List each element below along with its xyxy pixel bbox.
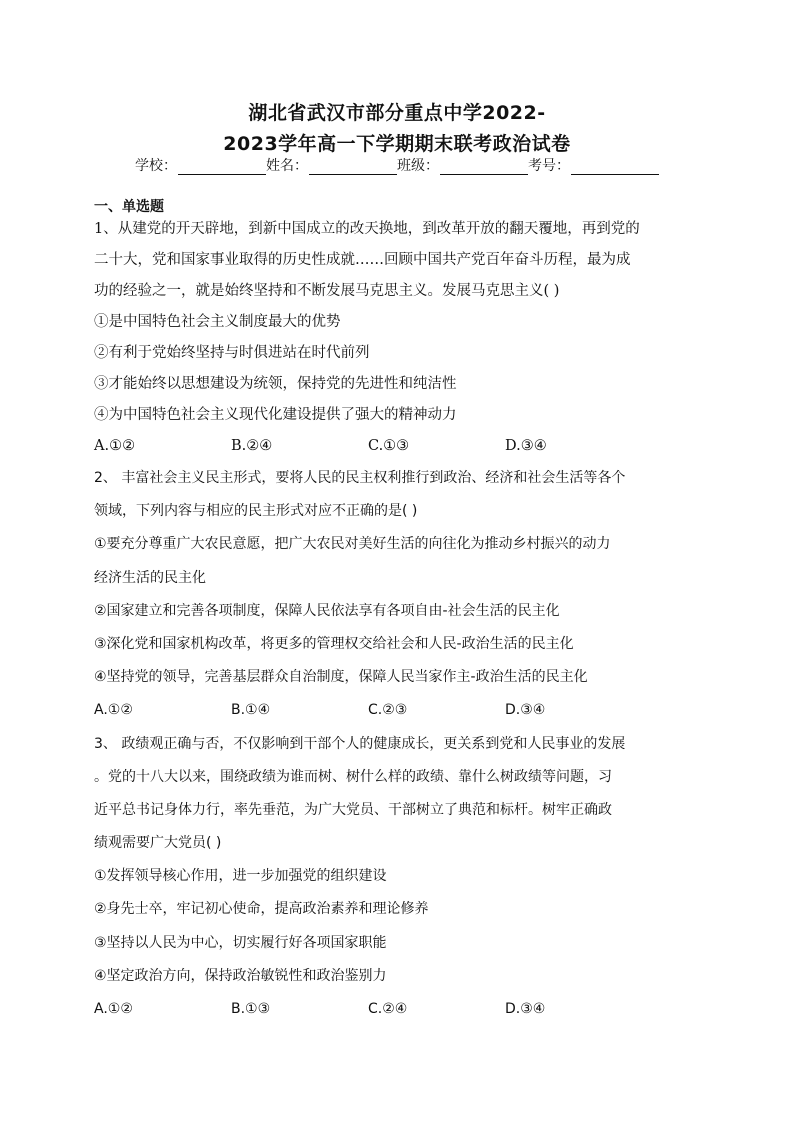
question-stem-line: 绩观需要广大党员( ) xyxy=(94,835,222,852)
class-field[interactable] xyxy=(397,155,528,175)
option-d[interactable]: D.③④ xyxy=(505,702,546,719)
statement-item: ③深化党和国家机构改革，将更多的管理权交给社会和人民-政治生活的民主化 xyxy=(94,635,574,652)
statement-item: ②有利于党始终坚持与时俱进站在时代前列 xyxy=(94,345,370,361)
answer-options xyxy=(94,431,706,462)
statement-item: ③才能始终以思想建设为统领，保持党的先进性和纯洁性 xyxy=(94,376,457,392)
exam-number-blank[interactable] xyxy=(571,160,659,175)
question-3 xyxy=(94,728,706,1027)
statement-item: 经济生活的民主化 xyxy=(94,569,206,586)
option-c[interactable]: C.①③ xyxy=(368,438,410,454)
questions-content xyxy=(94,214,706,1026)
option-a[interactable]: A.①② xyxy=(94,438,136,454)
statement-item: ①要充分尊重广大农民意愿，把广大农民对美好生活的向往化为推动乡村振兴的动力 xyxy=(94,536,611,553)
option-b[interactable]: B.②④ xyxy=(231,438,273,454)
statement-item: ①是中国特色社会主义制度最大的优势 xyxy=(94,314,341,330)
statement-item: ②国家建立和完善各项制度，保障人民依法享有各项自由-社会生活的民主化 xyxy=(94,602,560,619)
option-d[interactable]: D.③④ xyxy=(505,1001,546,1017)
question-stem-line: 。党的十八大以来，围绕政绩为谁而树、树什么样的政绩、靠什么树政绩等问题，习 xyxy=(94,768,612,785)
statement-item: ④坚持党的领导，完善基层群众自治制度，保障人民当家作主-政治生活的民主化 xyxy=(94,669,588,686)
statement-item: ①发挥领导核心作用，进一步加强党的组织建设 xyxy=(94,868,387,885)
question-stem-line: 近平总书记身体力行，率先垂范，为广大党员、干部树立了典范和标杆。树牢正确政 xyxy=(94,801,612,818)
option-a[interactable]: A.①② xyxy=(94,702,133,719)
question-stem-line: 1、从建党的开天辟地，到新中国成立的改天换地，到改革开放的翻天覆地，再到党的 xyxy=(94,221,640,237)
answer-options xyxy=(94,993,706,1026)
name-blank[interactable] xyxy=(309,160,397,175)
question-stem-line: 2、 丰富社会主义民主形式，要将人民的民主权利推行到政治、经济和社会生活等各个 xyxy=(94,470,626,486)
question-stem-line: 3、 政绩观正确与否，不仅影响到干部个人的健康成长，更关系到党和人民事业的发展 xyxy=(94,735,626,752)
statement-item: ③坚持以人民为中心，切实履行好各项国家职能 xyxy=(94,934,387,951)
class-blank[interactable] xyxy=(440,160,528,175)
statement-item: ②身先士卒，牢记初心使命，提高政治素养和理论修养 xyxy=(94,901,429,918)
exam-title-line-1: 湖北省武汉市部分重点中学2022- xyxy=(248,102,546,124)
statement-item: ④为中国特色社会主义现代化建设提供了强大的精神动力 xyxy=(94,407,457,423)
statement-item: ④坚定政治方向，保持政治敏锐性和政治鉴别力 xyxy=(94,967,387,984)
option-d[interactable]: D.③④ xyxy=(505,438,547,454)
student-info-row xyxy=(0,155,794,175)
answer-options xyxy=(94,694,706,727)
section-title: 一、单选题 xyxy=(94,199,164,215)
exam-number-label: 考号： xyxy=(528,158,570,174)
name-label: 姓名： xyxy=(266,158,308,174)
option-c[interactable]: C.②④ xyxy=(368,1001,408,1017)
question-stem-line: 功的经验之一，就是始终坚持和不断发展马克思主义。发展马克思主义( ) xyxy=(94,283,560,299)
school-field[interactable] xyxy=(135,155,266,175)
exam-number-field[interactable] xyxy=(528,155,659,175)
school-blank[interactable] xyxy=(178,160,266,175)
option-c[interactable]: C.②③ xyxy=(368,702,408,719)
question-2 xyxy=(94,462,706,728)
class-label: 班级： xyxy=(397,158,439,174)
name-field[interactable] xyxy=(266,155,397,175)
question-stem-line: 领域，下列内容与相应的民主形式对应不正确的是( ) xyxy=(94,503,418,520)
question-1 xyxy=(94,214,706,462)
school-label: 学校： xyxy=(135,158,177,174)
question-stem-line: 二十大，党和国家事业取得的历史性成就……回顾中国共产党百年奋斗历程，最为成 xyxy=(94,252,631,268)
option-b[interactable]: B.①④ xyxy=(231,702,271,719)
option-a[interactable]: A.①② xyxy=(94,1001,133,1017)
exam-title-line-2: 2023学年高一下学期期末联考政治试卷 xyxy=(223,133,571,155)
option-b[interactable]: B.①③ xyxy=(231,1001,271,1017)
